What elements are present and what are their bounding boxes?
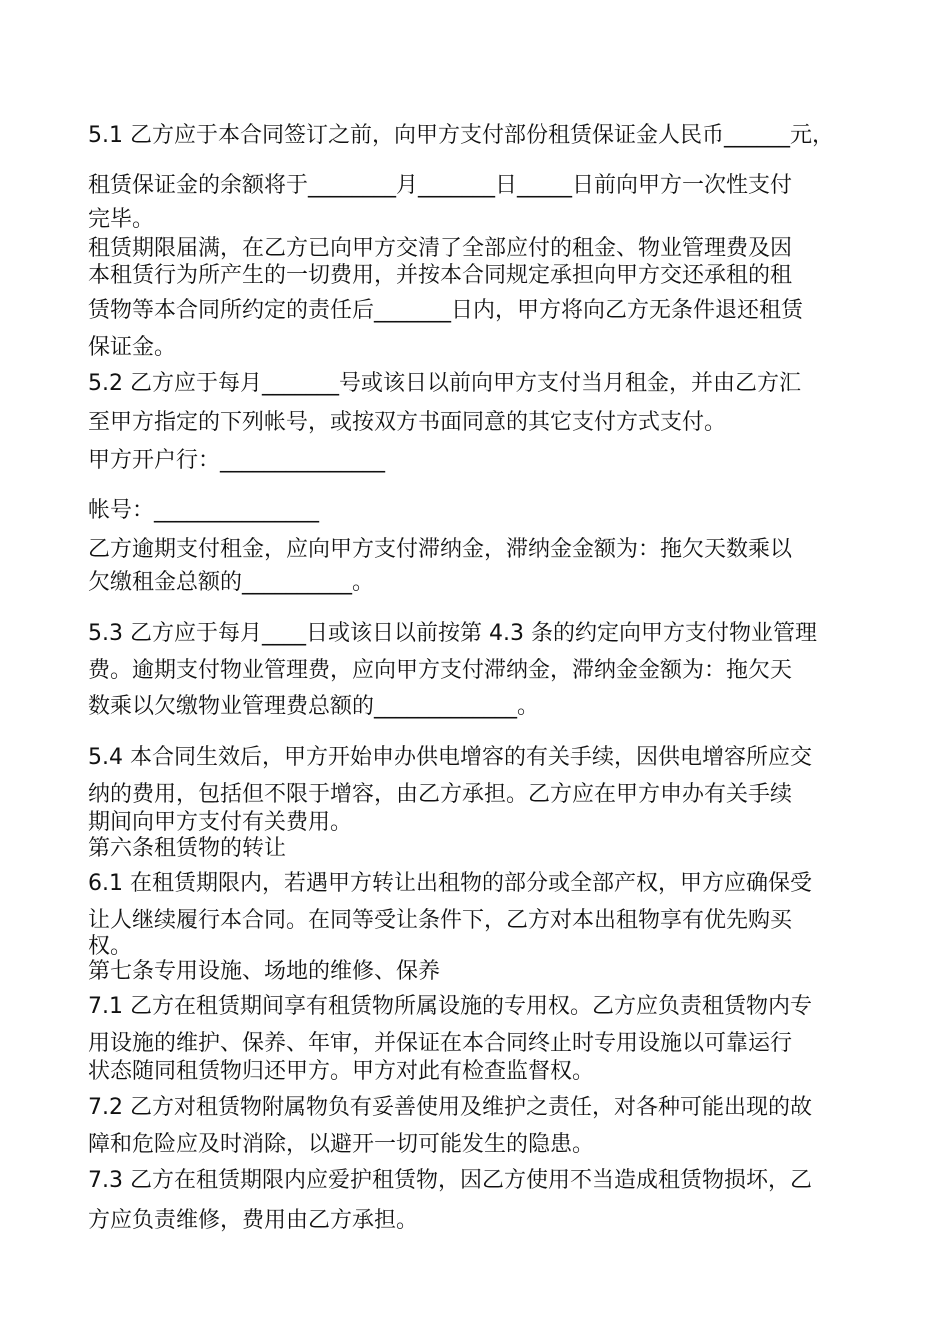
text-line: 帐号：_______________ <box>88 498 320 523</box>
text-line: 租赁保证金的余额将于________月_______日_____日前向甲方一次性支付 <box>88 173 793 198</box>
text-line: 5.1 乙方应于本合同签订之前，向甲方支付部份租赁保证金人民币______元， <box>88 123 834 148</box>
text-line: 用设施的维护、保养、年审，并保证在本合同终止时专用设施以可靠运行 <box>88 1031 793 1056</box>
text-line: 至甲方指定的下列帐号，或按双方书面同意的其它支付方式支付。 <box>88 410 727 435</box>
text-line: 5.4 本合同生效后，甲方开始申办供电增容的有关手续，因供电增容所应交 <box>88 745 812 770</box>
text-line: 7.3 乙方在租赁期限内应爱护租赁物，因乙方使用不当造成租赁物损坏，乙 <box>88 1168 812 1193</box>
text-line: 数乘以欠缴物业管理费总额的_____________。 <box>88 694 540 719</box>
text-line: 费。逾期支付物业管理费，应向甲方支付滞纳金，滞纳金金额为：拖欠天 <box>88 658 793 683</box>
text-line: 方应负责维修，费用由乙方承担。 <box>88 1208 419 1233</box>
text-line: 6.1 在租赁期限内，若遇甲方转让出租物的部分或全部产权，甲方应确保受 <box>88 871 812 896</box>
text-line: 甲方开户行：_______________ <box>88 448 386 473</box>
text-line: 5.2 乙方应于每月_______号或该日以前向甲方支付当月租金，并由乙方汇 <box>88 371 801 396</box>
text-line: 本租赁行为所产生的一切费用，并按本合同规定承担向甲方交还承租的租 <box>88 263 793 288</box>
text-line: 第六条租赁物的转让 <box>88 836 287 861</box>
text-line: 欠缴租金总额的__________。 <box>88 570 375 595</box>
text-line: 让人继续履行本合同。在同等受让条件下，乙方对本出租物享有优先购买 <box>88 908 793 933</box>
text-line: 第七条专用设施、场地的维修、保养 <box>88 959 441 984</box>
text-line: 乙方逾期支付租金，应向甲方支付滞纳金，滞纳金金额为：拖欠天数乘以 <box>88 537 793 562</box>
text-line: 7.1 乙方在租赁期间享有租赁物所属设施的专用权。乙方应负责租赁物内专 <box>88 994 812 1019</box>
text-line: 障和危险应及时消除，以避开一切可能发生的隐患。 <box>88 1132 595 1157</box>
text-line: 5.3 乙方应于每月____日或该日以前按第 4.3 条的约定向甲方支付物业管理 <box>88 621 817 646</box>
text-line: 期间向甲方支付有关费用。 <box>88 810 353 835</box>
text-line: 租赁期限届满，在乙方已向甲方交清了全部应付的租金、物业管理费及因 <box>88 236 793 261</box>
text-line: 赁物等本合同所约定的责任后_______日内，甲方将向乙方无条件退还租赁 <box>88 298 804 323</box>
text-line: 7.2 乙方对租赁物附属物负有妥善使用及维护之责任，对各种可能出现的故 <box>88 1095 812 1120</box>
text-line: 纳的费用，包括但不限于增容，由乙方承担。乙方应在甲方申办有关手续 <box>88 782 793 807</box>
text-line: 保证金。 <box>88 335 177 360</box>
text-line: 状态随同租赁物归还甲方。甲方对此有检查监督权。 <box>88 1059 595 1084</box>
text-line: 权。 <box>88 934 133 959</box>
text-line: 完毕。 <box>88 207 155 232</box>
